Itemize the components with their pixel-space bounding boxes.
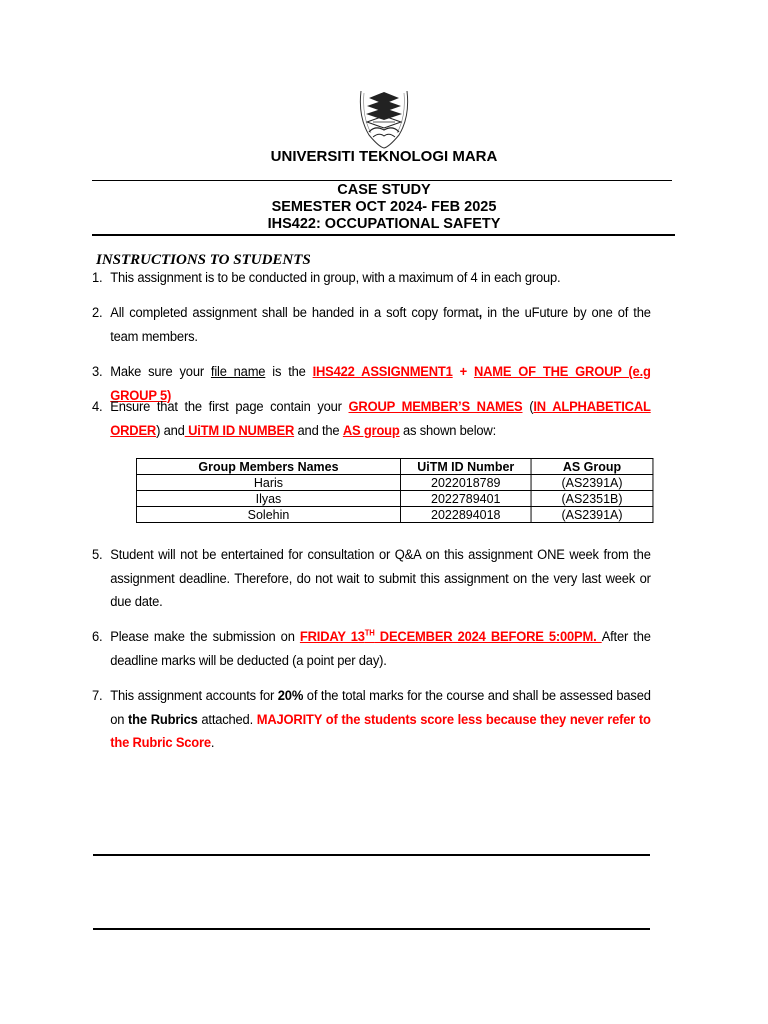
uitm-logo [355,87,413,149]
instruction-item-6 [92,625,651,672]
table-header-row [136,459,652,475]
item-number: 5. [92,547,103,562]
item-text: DECEMBER 2024 BEFORE 5:00PM. [374,629,602,644]
item-number: 7. [92,688,103,703]
item-number: 1. [92,270,103,285]
group-members-table [136,458,653,523]
member-name: Ilyas [136,491,400,507]
item-text: Ensure that the first page contain your [110,399,349,414]
table-row [136,491,652,507]
column-header: Group Members Names [136,459,400,475]
instruction-item-7 [92,684,651,755]
member-name: Haris [136,475,400,491]
item-text: IHS422 ASSIGNMENT1 [312,364,453,379]
item-text: Make sure your [110,364,211,379]
instruction-item-2 [92,301,651,348]
item-text: IN ALPHABETICAL ORDER [110,399,651,438]
item-text: UiTM ID NUMBER [184,422,295,438]
item-text: TH [364,628,375,638]
item-text: of the total marks for the course and shall be assessed based on [110,688,651,727]
item-text: AS group [342,422,400,438]
item-number: 3. [92,364,103,379]
member-id: 2022789401 [400,491,531,507]
item-text: All completed assignment shall be handed in a soft copy format [110,305,479,320]
university-name: UNIVERSITI TEKNOLOGI MARA [270,148,498,165]
item-text: Please make the submission on [110,629,300,644]
item-text: This assignment accounts for [110,688,278,703]
item-number: 6. [92,629,103,644]
item-text: Student will not be entertained for consultation or Q&A on this assignment ONE week from the assignment deadline. Therefore, do not wait to submit this assignment on the very last week or due date. [110,547,651,609]
member-group: (AS2391A) [531,507,653,523]
instruction-item-4 [92,395,651,442]
item-text: file name [210,364,266,379]
member-group: (AS2391A) [531,475,653,491]
item-text: ( [522,399,534,414]
doc-type: CASE STUDY [337,182,431,198]
column-header: AS Group [531,459,653,475]
item-text: the Rubrics [128,711,198,727]
table-row [136,507,652,523]
member-id: 2022018789 [400,475,531,491]
item-text: GROUP MEMBER’S NAMES [348,399,523,414]
column-header: UiTM ID Number [400,459,531,475]
item-text: MAJORITY of the students score less because they never refer to the Rubric Score [110,711,651,750]
item-text: After the deadline marks will be deducted (a point per day). [110,629,651,668]
instruction-item-5 [92,543,651,614]
item-text: , [478,305,483,320]
member-name: Solehin [136,507,400,523]
item-text: 20% [277,688,304,703]
signature-line [93,928,650,930]
semester: SEMESTER OCT 2024- FEB 2025 [271,199,497,215]
item-text: attached. [197,711,257,727]
item-number: 2. [92,305,103,320]
item-text: This assignment is to be conducted in group, with a maximum of 4 in each group. [110,270,561,285]
item-text: ) and [156,422,185,438]
item-text: FRIDAY 13 [299,629,365,644]
instruction-item-1 [92,266,651,290]
member-group: (AS2351B) [531,491,653,507]
instructions-heading: INSTRUCTIONS TO STUDENTS [96,252,311,268]
item-text: as shown below: [399,422,496,438]
item-text: and the [294,422,343,438]
table-row [136,475,652,491]
header-divider [92,180,672,181]
item-text: + [452,364,474,379]
signature-line [93,854,650,856]
item-text: in the uFuture by one of the team members. [110,305,651,344]
title-block [0,182,768,233]
item-text: . [210,735,215,750]
course-title: IHS422: OCCUPATIONAL SAFETY [267,216,501,232]
title-divider [92,234,675,236]
item-text: is the [265,364,313,379]
item-text: NAME OF THE GROUP (e.g GROUP 5) [110,364,651,403]
member-id: 2022894018 [400,507,531,523]
item-number: 4. [92,399,103,414]
